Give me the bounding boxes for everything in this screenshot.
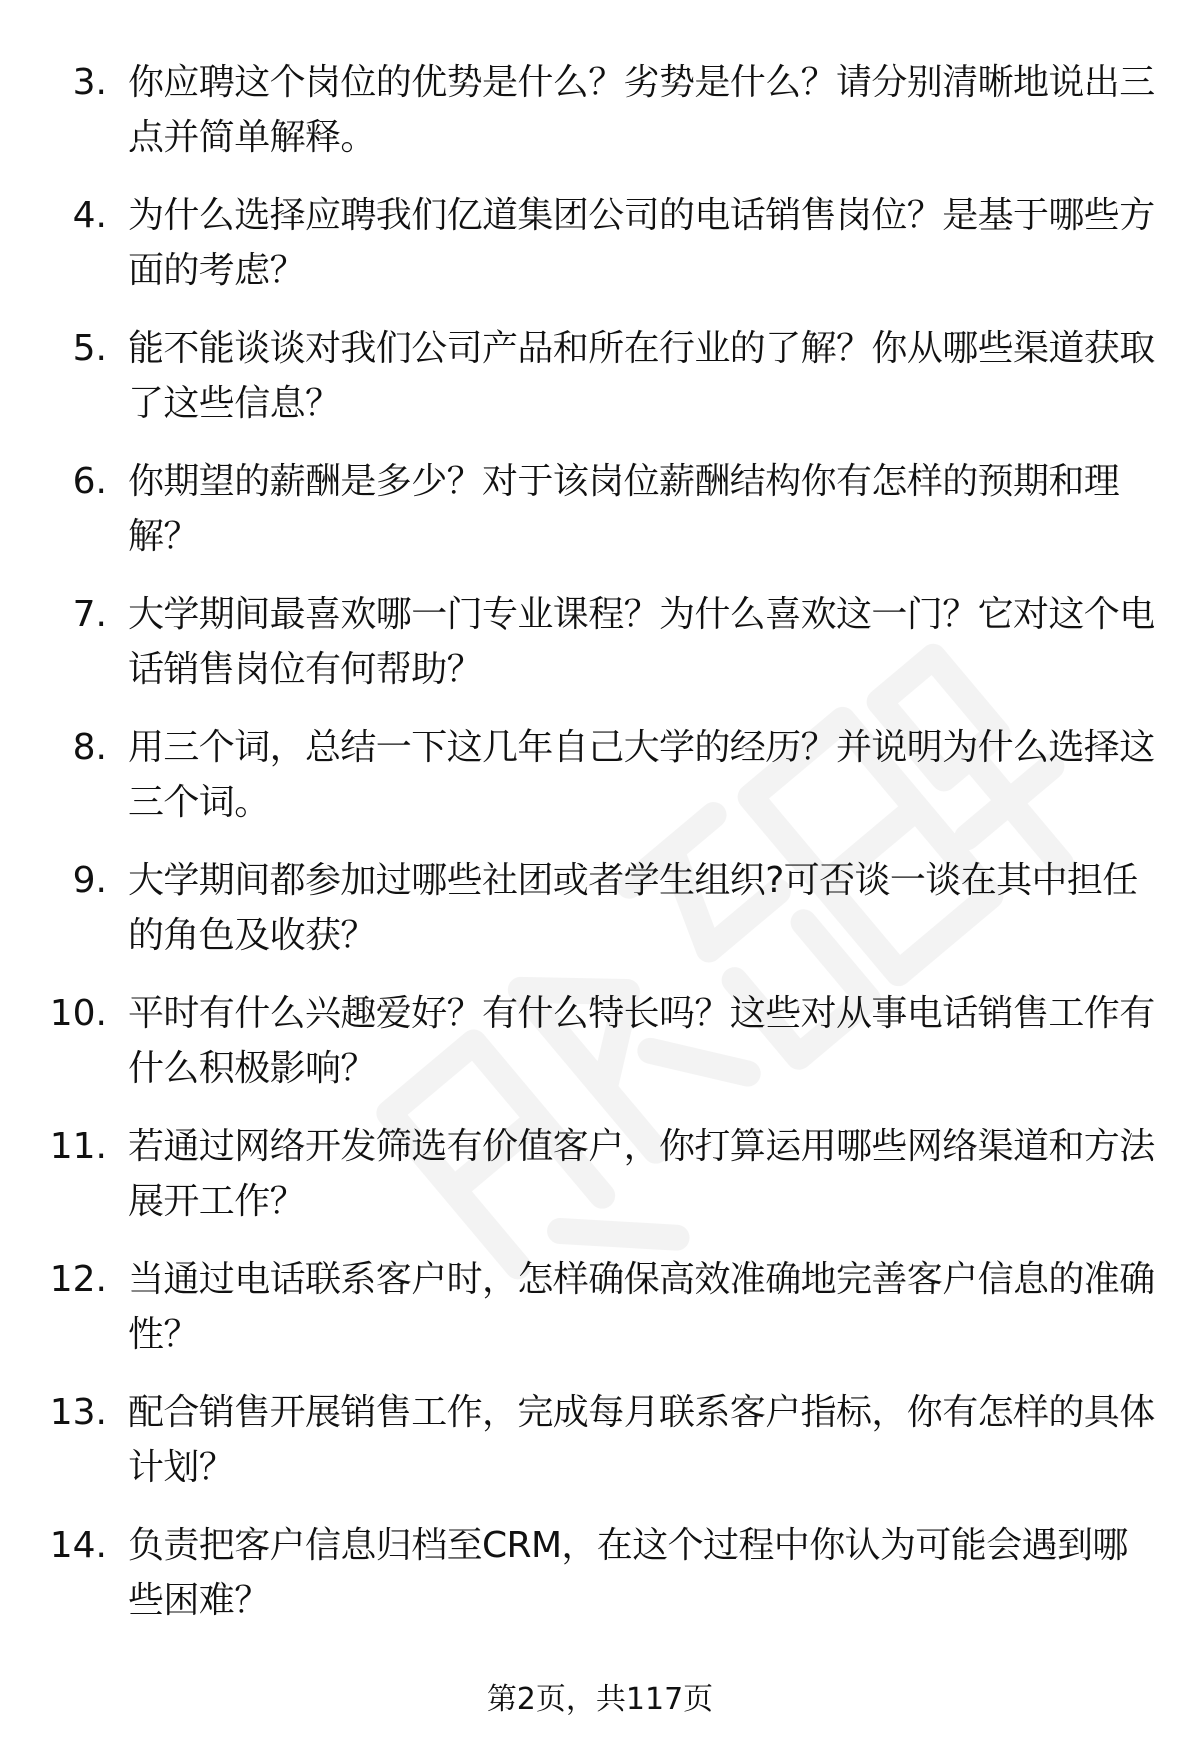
question-text: 能不能谈谈对我们公司产品和所在行业的了解？你从哪些渠道获取了这些信息？: [128, 328, 1155, 424]
question-item: [0, 986, 1200, 1119]
question-item: [0, 1518, 1200, 1651]
question-item: [0, 853, 1200, 986]
question-number: 6.: [72, 461, 107, 502]
question-item: [0, 720, 1200, 853]
question-text: 若通过网络开发筛选有价值客户，你打算运用哪些网络渠道和方法展开工作？: [128, 1126, 1155, 1222]
question-number: 7.: [72, 594, 107, 635]
question-item: [0, 1119, 1200, 1252]
question-number: 4.: [72, 195, 107, 236]
question-number: 8.: [72, 727, 107, 768]
question-number: 12.: [49, 1259, 107, 1300]
question-number: 13.: [49, 1392, 107, 1433]
question-number: 10.: [49, 993, 107, 1034]
question-text: 大学期间都参加过哪些社团或者学生组织?可否谈一谈在其中担任的角色及收获？: [128, 860, 1138, 956]
question-item: [0, 55, 1200, 188]
question-text: 你应聘这个岗位的优势是什么？劣势是什么？请分别清晰地说出三点并简单解释。: [128, 62, 1155, 158]
question-text: 为什么选择应聘我们亿道集团公司的电话销售岗位？是基于哪些方面的考虑？: [128, 195, 1155, 291]
question-item: [0, 1252, 1200, 1385]
question-number: 11.: [49, 1126, 107, 1167]
question-text: 配合销售开展销售工作，完成每月联系客户指标，你有怎样的具体计划？: [128, 1392, 1155, 1488]
question-text: 你期望的薪酬是多少？对于该岗位薪酬结构你有怎样的预期和理解？: [128, 461, 1120, 557]
question-number: 5.: [72, 328, 107, 369]
question-number: 3.: [72, 62, 107, 103]
question-text: 用三个词，总结一下这几年自己大学的经历？并说明为什么选择这三个词。: [128, 727, 1155, 823]
question-item: [0, 454, 1200, 587]
question-text: 平时有什么兴趣爱好？有什么特长吗？这些对从事电话销售工作有什么积极影响？: [128, 993, 1155, 1089]
question-text: 当通过电话联系客户时，怎样确保高效准确地完善客户信息的准确性？: [128, 1259, 1155, 1355]
question-item: [0, 587, 1200, 720]
question-item: [0, 188, 1200, 321]
question-number: 9.: [72, 860, 107, 901]
page-footer: 第2页，共117页: [486, 1682, 714, 1717]
question-list: [0, 55, 1200, 1651]
question-text: 大学期间最喜欢哪一门专业课程？为什么喜欢这一门？它对这个电话销售岗位有何帮助？: [128, 594, 1155, 690]
question-item: [0, 321, 1200, 454]
question-number: 14.: [49, 1525, 107, 1566]
question-text: 负责把客户信息归档至CRM，在这个过程中你认为可能会遇到哪些困难？: [128, 1525, 1128, 1621]
question-item: [0, 1385, 1200, 1518]
